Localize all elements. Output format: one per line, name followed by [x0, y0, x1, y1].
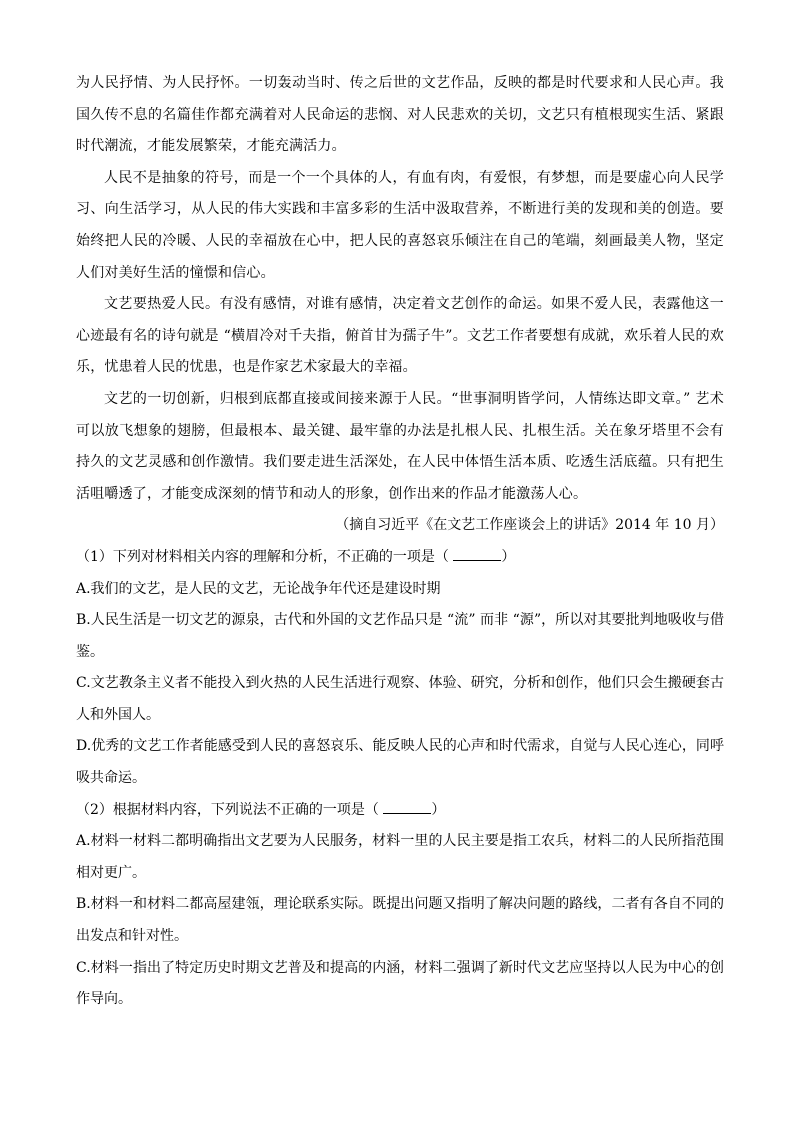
option-2a: A.材料一材料二都明确指出文艺要为人民服务，材料一里的人民主要是指工农兵，材料二的人民所指范围相对更广。 — [76, 833, 724, 881]
question-2-stem — [76, 795, 724, 827]
option-1c: C.文艺教条主义者不能投入到火热的人民生活进行观察、体验、研究，分析和创作，他们只会生搬硬套古人和外国人。 — [76, 675, 724, 723]
document-page — [76, 68, 724, 1016]
question-1-stem-text: （1）下列对材料相关内容的理解和分析，不正确的一项是（ — [76, 548, 454, 565]
paragraph-4: 文艺的一切创新，归根到底都直接或间接来源于人民。“世事洞明皆学问，人情练达即文章。” 艺术可以放飞想象的翅膀，但最根本、最关键、最牢靠的办法是扎根人民、扎根生活。关在象牙塔里不会有持久的文艺灵感和创作激情。我们要走进生活深处，在人民中体悟生活本质、吃透生活底蕴。只有把生活咀嚼透了，才能变成深刻的情节和动人的形象，创作出来的作品才能激荡人心。 — [76, 390, 724, 502]
question-2-stem-close: ） — [431, 801, 446, 818]
source-citation: （摘自习近平《在文艺工作座谈会上的讲话》2014 年 10 月） — [335, 517, 724, 534]
option-1d: D.优秀的文艺工作者能感受到人民的喜怒哀乐、能反映人民的心声和时代需求，自觉与人民心连心，同呼吸共命运。 — [76, 738, 724, 787]
paragraph-1: 为人民抒情、为人民抒怀。一切轰动当时、传之后世的文艺作品，反映的都是时代要求和人民心声。我国久传不息的名篇佳作都充满着对人民命运的悲悯、对人民悲欢的关切，文艺只有植根现实生活、紧跟时代潮流，才能发展繁荣，才能充满活力。 — [76, 75, 724, 155]
paragraph-3: 文艺要热爱人民。有没有感情，对谁有感情，决定着文艺创作的命运。如果不爱人民，表露他这一心迹最有名的诗句就是 “横眉冷对千夫指，俯首甘为孺子牛”。文艺工作者要想有成就，欢乐着人民的欢乐，忧患着人民的忧患，也是作家艺术家最大的幸福。 — [76, 296, 724, 376]
question-1-stem — [76, 542, 724, 574]
option-1b: B.人民生活是一切文艺的源泉，古代和外国的文艺作品只是 “流” 而非 “源”，所以对其要批判地吸收与借鉴。 — [76, 612, 724, 660]
question-2-stem-text: （2）根据材料内容，下列说法不正确的一项是（ — [76, 801, 384, 818]
answer-blank[interactable] — [383, 799, 431, 814]
answer-blank[interactable] — [453, 546, 501, 561]
paragraph-2: 人民不是抽象的符号，而是一个一个具体的人，有血有肉，有爱恨，有梦想，而是要虚心向人民学习、向生活学习，从人民的伟大实践和丰富多彩的生活中汲取营养，不断进行美的发现和美的创造。要始终把人民的冷暖、人民的幸福放在心中，把人民的喜怒哀乐倾注在自己的笔端，刻画最美人物，坚定人们对美好生活的憧憬和信心。 — [76, 169, 724, 281]
option-2b: B.材料一和材料二都高屋建瓴，理论联系实际。既提出问题又指明了解决问题的路线，二者有各自不同的出发点和针对性。 — [76, 896, 724, 945]
option-1a: A.我们的文艺，是人民的文艺，无论战争年代还是建设时期 — [76, 580, 441, 597]
question-1-stem-close: ） — [501, 548, 516, 565]
option-2c: C.材料一指出了特定历史时期文艺普及和提高的内涵，材料二强调了新时代文艺应坚持以人民为中心的创作导向。 — [76, 959, 724, 1008]
